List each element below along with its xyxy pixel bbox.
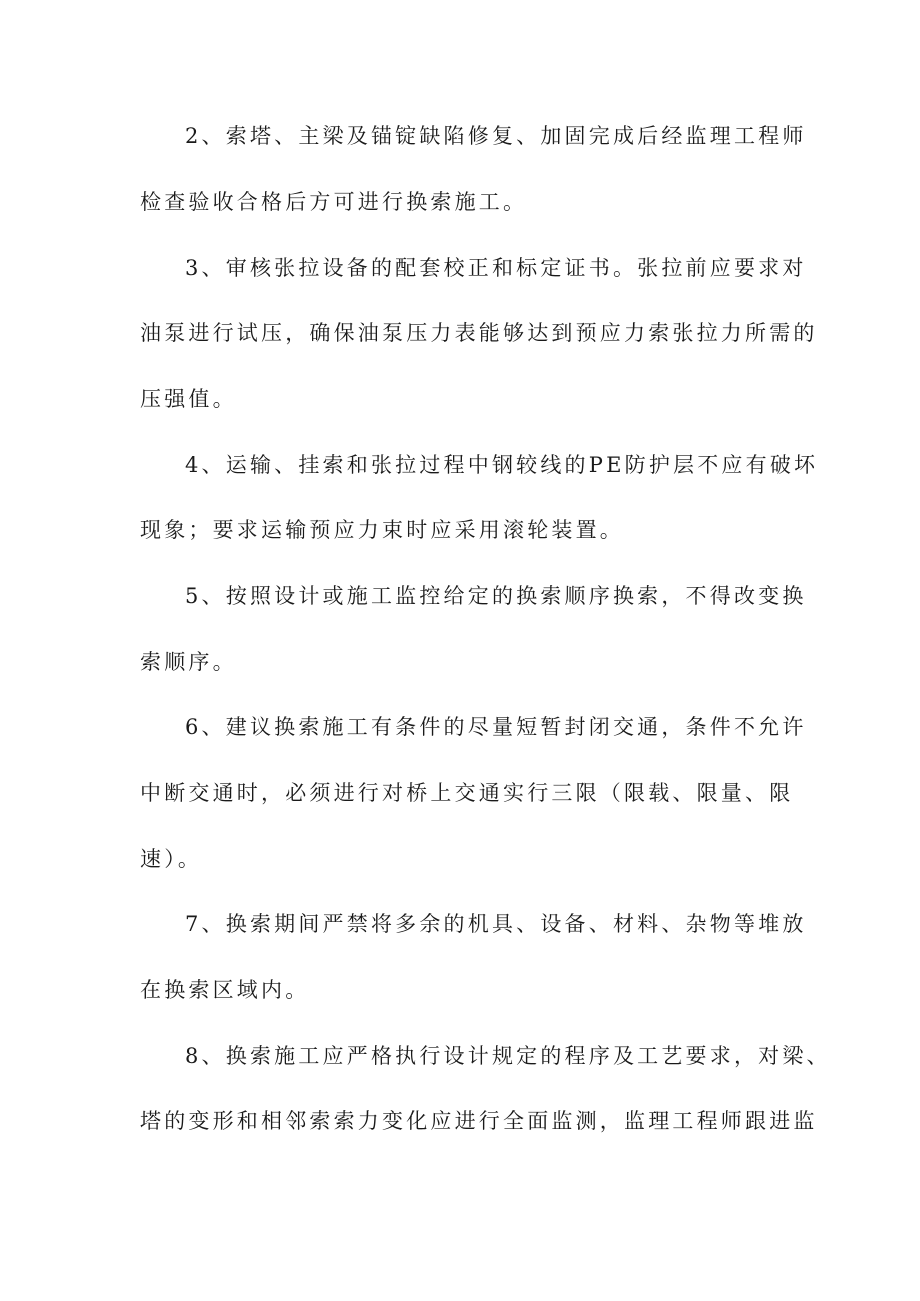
paragraph-6-line-1: 6、建议换索施工有条件的尽量短暂封闭交通，条件不允许 <box>185 715 807 739</box>
paragraph-3-line-2: 油泵进行试压，确保油泵压力表能够达到预应力索张拉力所需的 <box>140 321 818 345</box>
paragraph-7-line-1: 7、换索期间严禁将多余的机具、设备、材料、杂物等堆放 <box>185 912 807 936</box>
paragraph-4-line-1: 4、运输、挂索和张拉过程中钢较线的PE防护层不应有破坏 <box>185 453 819 477</box>
paragraph-3-line-3: 压强值。 <box>140 387 237 411</box>
paragraph-5-line-2: 索顺序。 <box>140 650 237 674</box>
paragraph-5-line-1: 5、按照设计或施工监控给定的换索顺序换索，不得改变换 <box>185 584 807 608</box>
paragraph-2-line-1: 2、索塔、主梁及锚锭缺陷修复、加固完成后经监理工程师 <box>185 124 807 148</box>
paragraph-4-line-2: 现象；要求运输预应力束时应采用滚轮装置。 <box>140 518 624 542</box>
paragraph-6-line-3: 速）。 <box>140 847 203 871</box>
paragraph-6-line-2: 中断交通时，必须进行对桥上交通实行三限（限载、限量、限 <box>140 781 794 805</box>
paragraph-7-line-2: 在换索区域内。 <box>140 978 310 1002</box>
paragraph-8-line-2: 塔的变形和相邻索索力变化应进行全面监测，监理工程师跟进监 <box>140 1109 818 1133</box>
paragraph-3-line-1: 3、审核张拉设备的配套校正和标定证书。张拉前应要求对 <box>185 256 807 280</box>
paragraph-2-line-2: 检查验收合格后方可进行换索施工。 <box>140 190 528 214</box>
paragraph-8-line-1: 8、换索施工应严格执行设计规定的程序及工艺要求，对梁、 <box>185 1044 831 1068</box>
